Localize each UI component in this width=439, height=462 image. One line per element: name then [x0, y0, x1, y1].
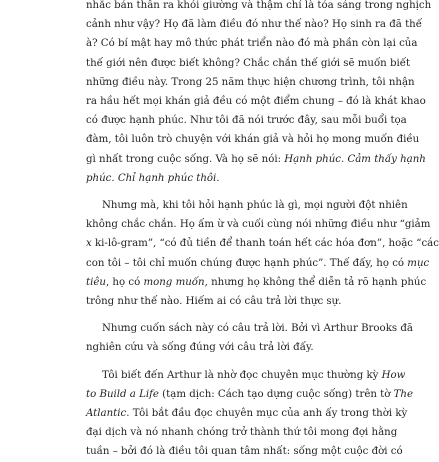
paragraph	[86, 196, 439, 311]
text-line	[86, 15, 422, 34]
italic-text: to Build a Life	[86, 388, 159, 400]
text-run: gì nhất trong cuộc sống. Và họ sẽ nói:	[86, 153, 285, 165]
text-line	[86, 385, 413, 404]
text-run: ra hầu hết mọi khán giả đều có một điểm chung – đó là khát khao	[86, 96, 426, 108]
text-line	[86, 423, 398, 442]
text-run: . Tôi bắt đầu đọc chuyên mục của anh ấy trong thời kỳ	[126, 408, 408, 420]
italic-text: mong muốn	[143, 276, 205, 288]
text-run: , họ có	[105, 276, 144, 288]
text-run: đại dịch và nó nhanh chóng trở thành thứ tôi mong đợi hằng	[86, 427, 398, 439]
text-line	[86, 92, 426, 111]
text-line	[86, 34, 418, 53]
text-run: đàm, tôi luôn trò chuyện với khán giả và hỏi họ mong muốn điều	[86, 134, 420, 146]
italic-text: phúc. Chỉ hạnh phúc thôi.	[86, 172, 220, 184]
text-run: những điều này. Trong 25 năm thực hiện chương trình, tôi nhận	[86, 76, 415, 88]
text-run: à? Có bí mật hay mô thức phát triển nào đó mà phần còn lại của	[86, 38, 418, 50]
text-line	[86, 366, 406, 385]
text-run: Nhưng mà, khi tôi hỏi hạnh phúc là gì, mọi người đột nhiên	[102, 200, 408, 212]
text-line	[86, 234, 439, 253]
text-run: (tạm dịch: Cách tạo dựng cuộc sống) trên tờ	[158, 388, 394, 400]
paragraph	[86, 366, 413, 462]
text-run: thế giới nên được biết không? Chắc chắn thế giới sẽ muốn biết	[86, 57, 411, 69]
text-line	[86, 319, 413, 338]
italic-text: How	[381, 369, 406, 381]
text-run: ki-lô-gram”, “có đủ tiền để thanh toán hết các hóa đơn”, hoặc “các	[91, 238, 439, 250]
text-line	[86, 273, 427, 292]
italic-text: x	[86, 238, 92, 250]
italic-text: Atlantic	[86, 408, 127, 420]
text-line	[86, 130, 420, 149]
text-line	[86, 169, 314, 188]
text-line	[86, 404, 408, 423]
text-run: con tôi – tôi chỉ muốn chúng được hạnh phúc”. Thế đấy, họ có	[86, 257, 408, 269]
italic-text: mục	[407, 257, 430, 269]
text-line	[86, 73, 415, 92]
text-line	[86, 254, 430, 273]
text-line	[86, 54, 411, 73]
text-run: không chắc chắn. Họ ấm ừ và cuối cùng nói những điều như “giảm	[86, 219, 431, 231]
paragraph	[86, 319, 413, 357]
text-run: Tôi biết đến Arthur là nhờ đọc chuyên mục thường kỳ	[102, 369, 382, 381]
text-run: có được hạnh phúc. Như tôi đã nói trước đây, sau mỗi buổi tọa	[86, 115, 407, 127]
text-run: , nhưng họ không thể diễn tả rõ hạnh phúc	[204, 276, 427, 288]
text-run: cảnh như vậy? Họ đã làm điều đó như thế nào? Họ sinh ra đã thế	[86, 19, 422, 31]
text-line	[86, 442, 403, 461]
italic-text: The	[393, 388, 413, 400]
text-line	[86, 111, 407, 130]
italic-text: Hạnh phúc. Cảm thấy hạnh	[284, 153, 426, 165]
text-run: tuần – bởi đó là điều tôi quan tâm nhất: sống một cuộc đời có	[86, 446, 403, 458]
paragraph	[86, 0, 432, 188]
text-line	[86, 150, 426, 169]
text-run: trông như thế nào. Hiếm ai có câu trả lời thực sự.	[86, 296, 342, 308]
text-line	[86, 215, 431, 234]
text-line	[86, 196, 408, 215]
text-run: nghiên cứu và sống đúng với câu trả lời đấy.	[86, 342, 314, 354]
text-run: Nhưng cuốn sách này có câu trả lời. Bởi vì Arthur Brooks đã	[102, 323, 413, 335]
text-body	[86, 0, 439, 462]
text-run: nhắc bản thân ra khỏi giường và thậm chí là tỏa sáng trong nghịch	[86, 0, 432, 11]
text-line	[86, 338, 314, 357]
italic-text: tiêu	[86, 276, 106, 288]
text-line	[86, 292, 342, 311]
text-line	[86, 0, 432, 15]
